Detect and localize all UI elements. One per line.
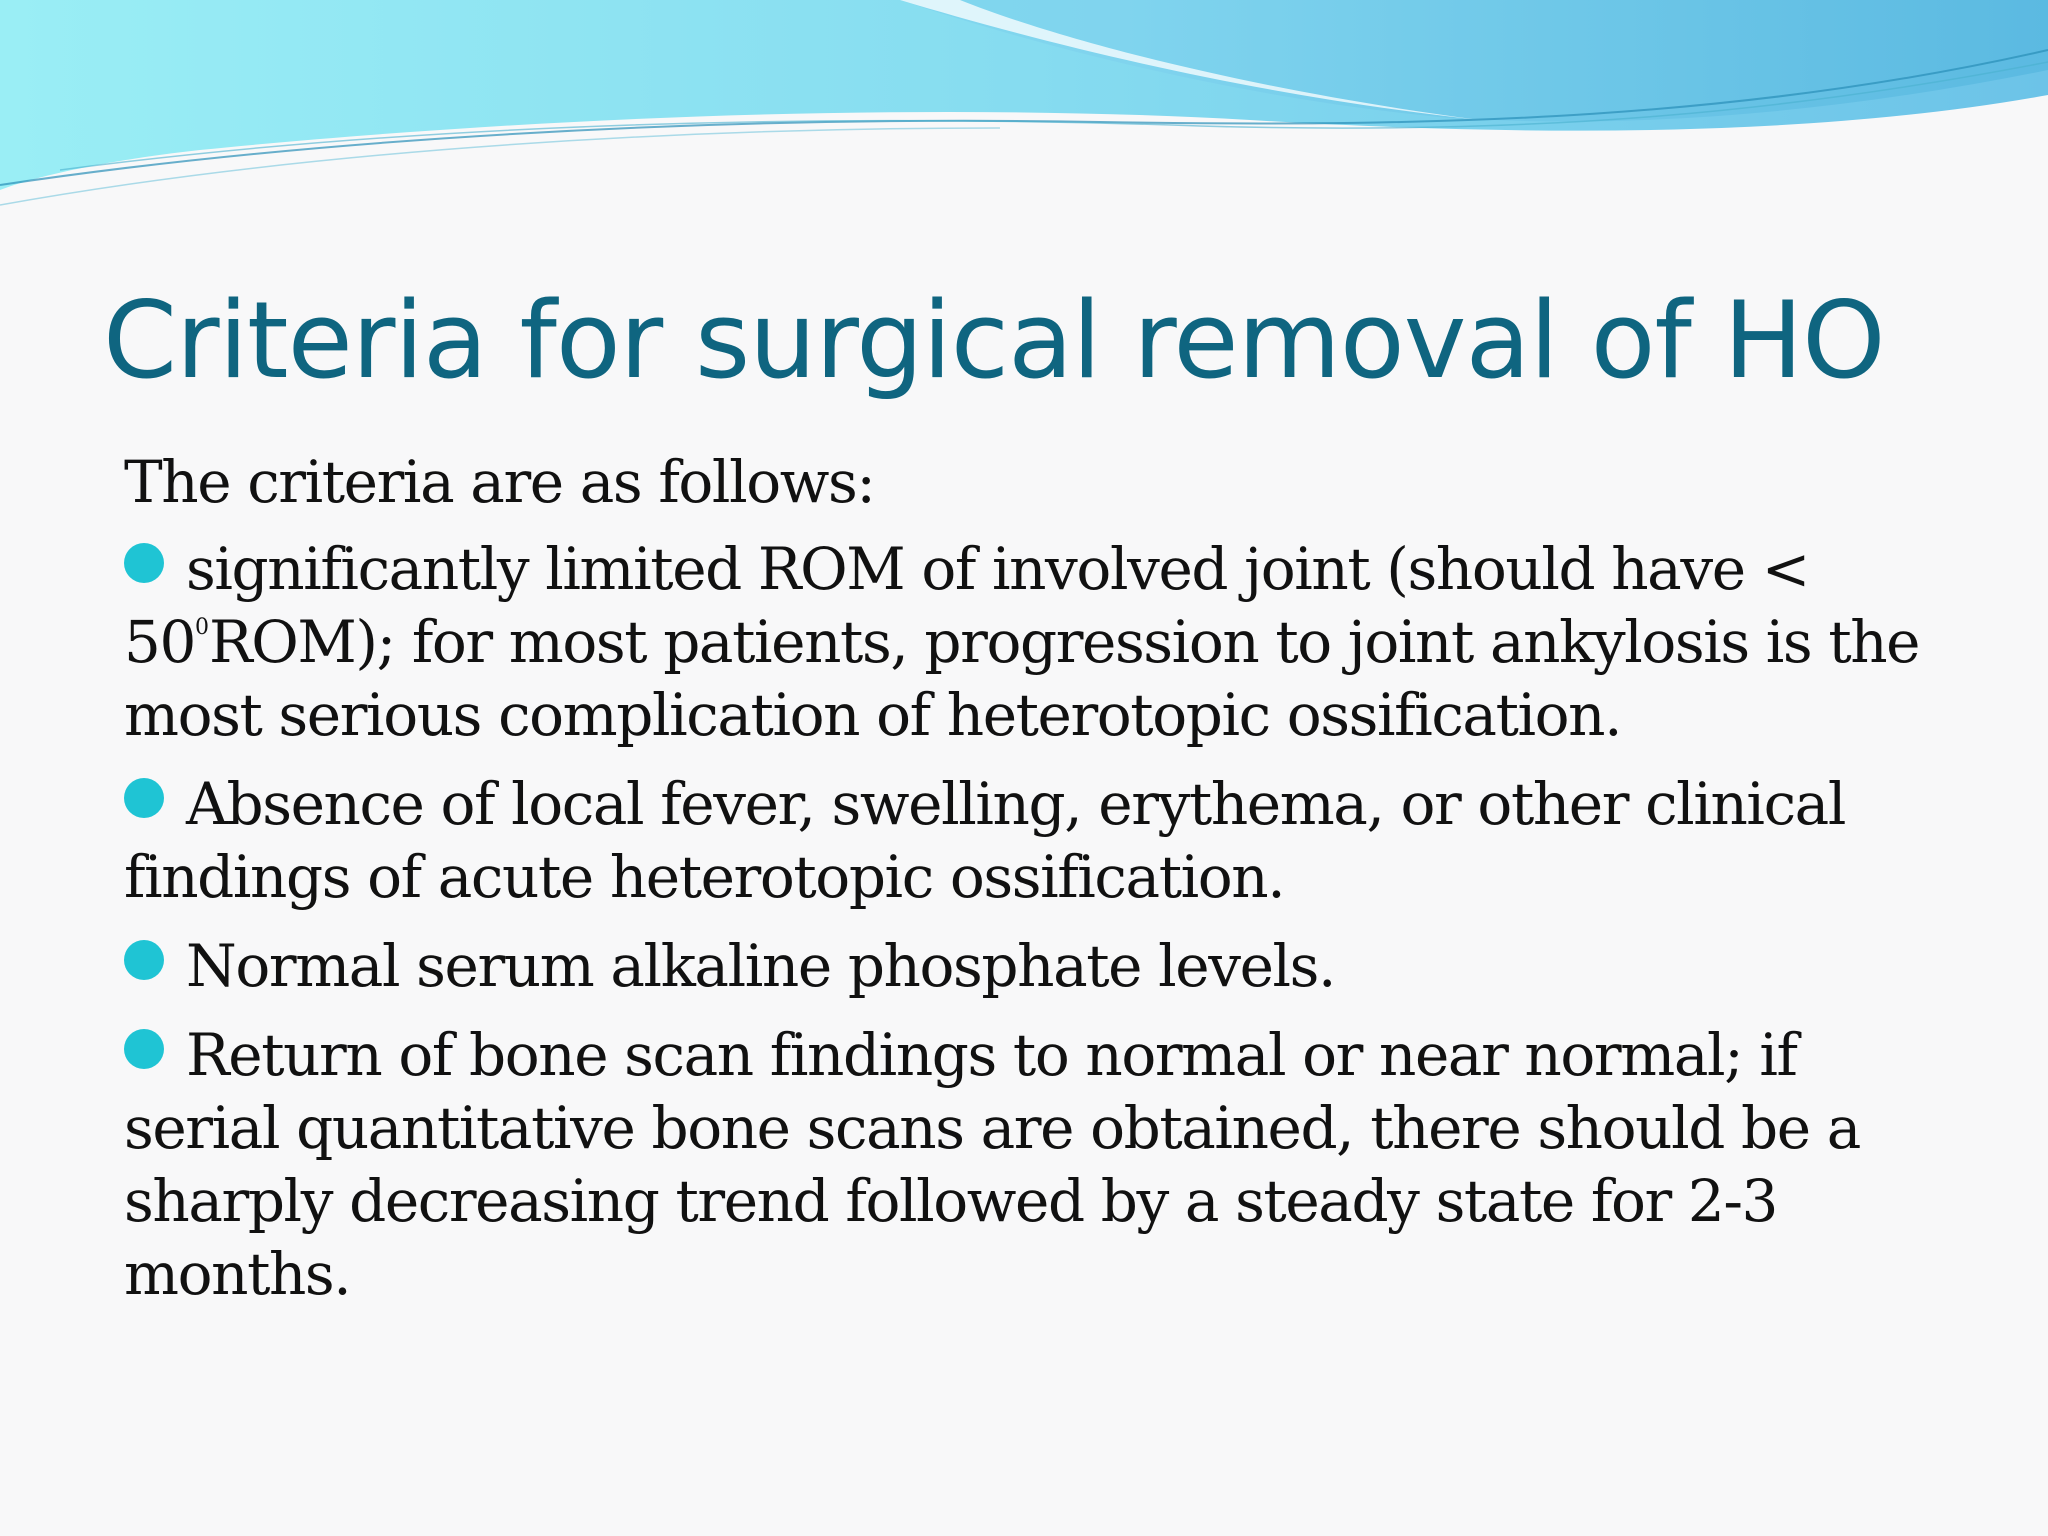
- criteria-text-rom-lead: significantly limited ROM of involved joint (should have < 50: [124, 535, 1809, 676]
- criteria-item-no-acute-signs: [124, 768, 1924, 914]
- criteria-text-bone-scan: Return of bone scan findings to normal or near normal; if serial quantitative bone scans are obtained, there should be a sharply decreasing trend followed by a steady state for 2-3 months.: [124, 1021, 1860, 1308]
- bullet-circle-icon: [124, 543, 164, 583]
- criteria-text-no-acute-signs: Absence of local fever, swelling, erythema, or other clinical findings of acute heterotopic ossification.: [124, 770, 1845, 911]
- criteria-text-alkaline-phosphate: Normal serum alkaline phosphate levels.: [186, 932, 1336, 1000]
- slide-body: [124, 446, 1924, 1327]
- bullet-circle-icon: [124, 940, 164, 980]
- criteria-item-rom: [124, 533, 1924, 752]
- slide-title: Criteria for surgical removal of HO: [103, 279, 1885, 402]
- bullet-circle-icon: [124, 1029, 164, 1069]
- criteria-list: [124, 533, 1924, 1311]
- bullet-circle-icon: [124, 778, 164, 818]
- criteria-text-rom-rest: ROM); for most patients, progression to joint ankylosis is the most serious complication of heterotopic ossification.: [124, 608, 1920, 749]
- intro-text: The criteria are as follows:: [124, 448, 875, 516]
- degree-superscript: 0: [195, 615, 210, 640]
- header-wave-decoration: [0, 0, 2048, 240]
- criteria-item-bone-scan: [124, 1019, 1924, 1311]
- criteria-item-alkaline-phosphate: [124, 930, 1924, 1003]
